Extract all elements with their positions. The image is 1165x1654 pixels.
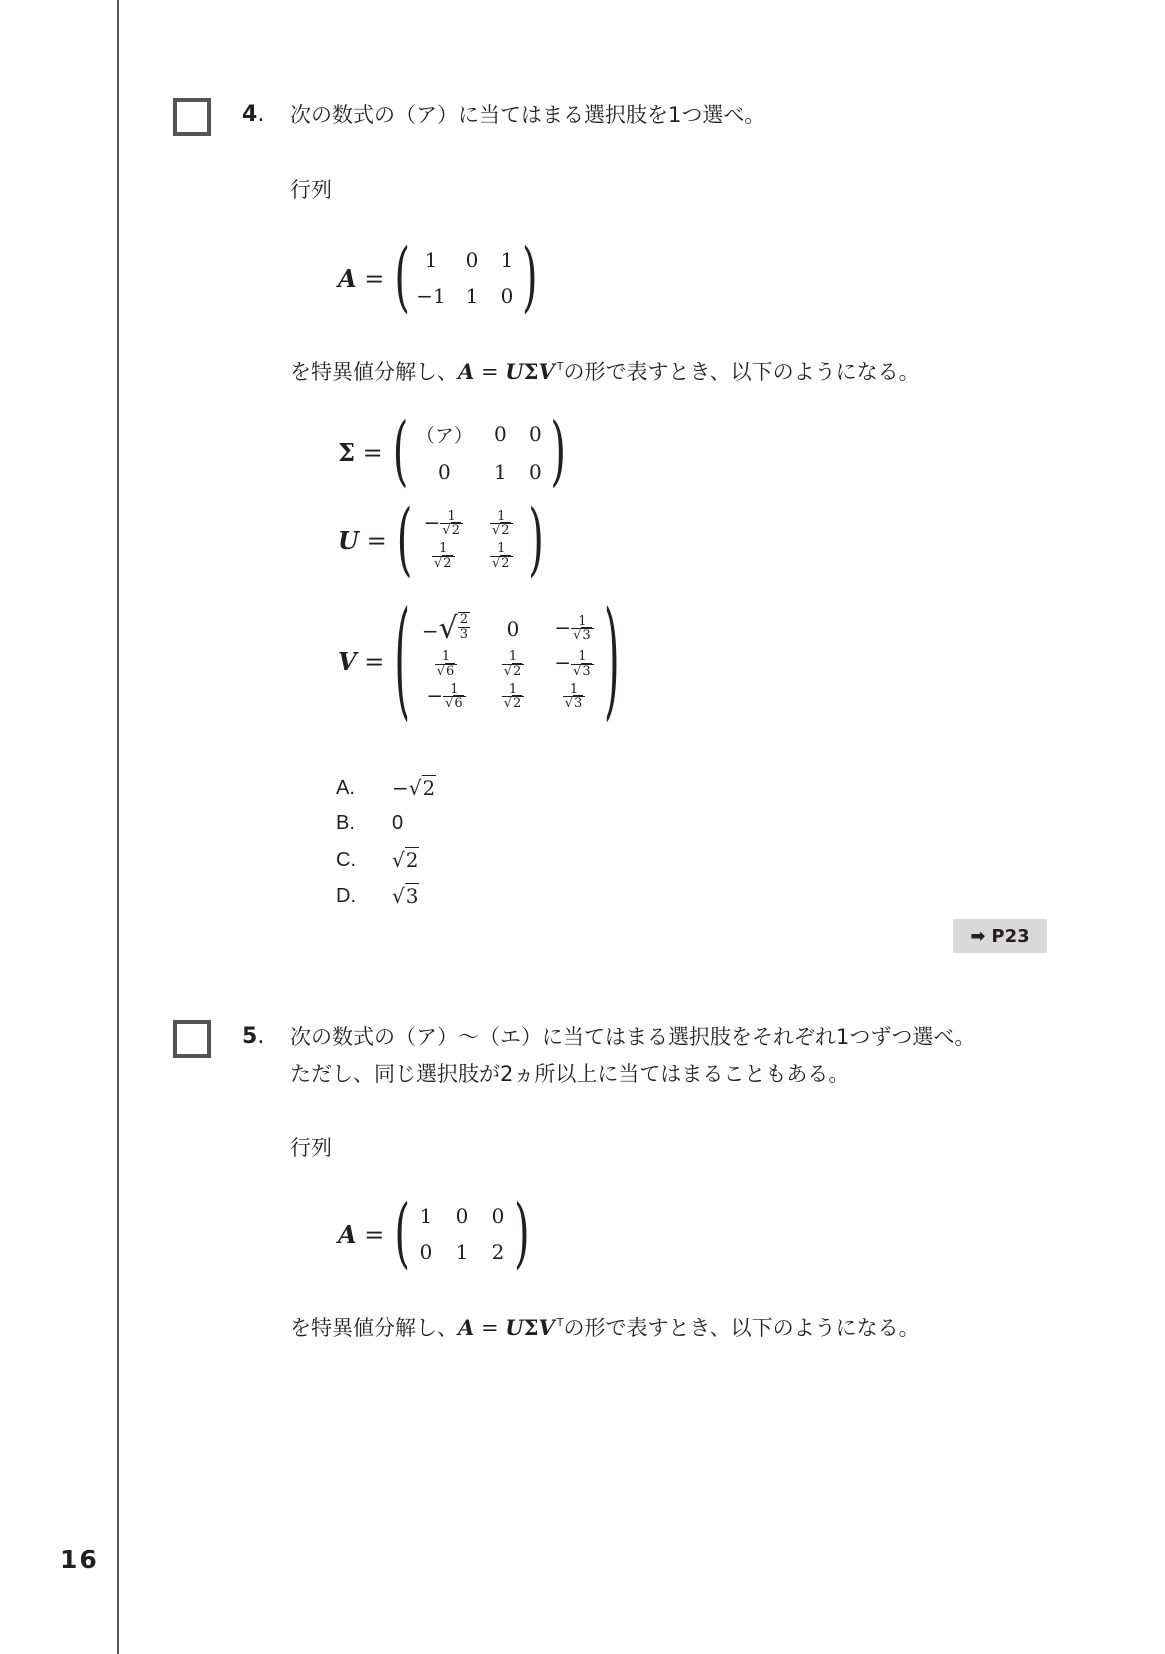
left-paren: ( [394, 1190, 410, 1278]
choice-d[interactable] [336, 884, 419, 908]
matrix-cell: − $\frac{1}{√2}$ [424, 510, 463, 538]
matrix-cell: $\frac{1}{√2}$ [502, 650, 525, 678]
matrix-cell: $\frac{1}{√6}$ [435, 650, 458, 678]
matrix-cell: 0 [491, 1204, 505, 1228]
q5-checkbox[interactable] [173, 1020, 211, 1058]
q5-matrix-A: A = ( 1 0 0 0 1 2 ) [338, 1190, 530, 1278]
matrix-cell: − $\frac{1}{√6}$ [426, 683, 465, 711]
q4-question-text: 次の数式の（ア）に当てはまる選択肢を1つ選べ。 [290, 103, 766, 127]
choice-c[interactable] [336, 848, 419, 872]
choice-label: C. [336, 848, 356, 871]
right-paren: ) [528, 494, 544, 586]
q4-matrix-sigma: Σ = ( （ア） 0 0 0 1 0 ) [338, 408, 566, 496]
matrix-cell: 1 [493, 459, 507, 484]
matrix-cell: − $\frac{1}{√3}$ [554, 615, 593, 643]
left-paren: ( [392, 408, 409, 496]
matrix-cell: $\frac{1}{√2}$ [490, 510, 513, 538]
matrix-cell: 2 [491, 1240, 505, 1264]
right-paren: ) [521, 234, 538, 322]
choice-b[interactable] [336, 812, 403, 835]
matrix-cell: 1 [500, 248, 514, 272]
q5-question-text-line1: 次の数式の（ア）～（エ）に当てはまる選択肢をそれぞれ1つずつ選べ。 [290, 1025, 976, 1049]
matrix-A-symbol: A [338, 1219, 357, 1249]
page-number: 16 [60, 1545, 99, 1574]
matrix-cell: 1 [424, 248, 438, 272]
matrix-cell: $\frac{1}{√2}$ [432, 542, 455, 570]
choice-value: 0 [392, 812, 404, 834]
matrix-cell: 0 [493, 422, 507, 446]
matrix-cell: 0 [506, 616, 520, 641]
q4-decomposition-text: を特異値分解し、A = UΣV $^T$の形で表すとき、以下のようになる。 [290, 359, 920, 384]
q5-question-text-line2: ただし、同じ選択肢が2ヵ所以上に当てはまることもある。 [290, 1062, 850, 1086]
matrix-cell: 0 [465, 248, 479, 272]
choice-value: √2 [392, 848, 419, 872]
q5-decomposition-text: を特異値分解し、A = UΣV $^T$の形で表すとき、以下のようになる。 [290, 1315, 920, 1340]
matrix-V-symbol: V [338, 646, 357, 676]
matrix-cell: 0 [455, 1204, 469, 1228]
right-paren: ) [550, 408, 566, 496]
page-margin-rule [117, 0, 119, 1654]
arrow-right-icon: ➡ [970, 925, 986, 947]
page-reference-link[interactable] [953, 919, 1047, 953]
matrix-cell: − $\frac{1}{√3}$ [554, 650, 593, 678]
left-paren: ( [394, 587, 410, 735]
matrix-cell: 0 [500, 284, 514, 308]
right-paren: ) [603, 587, 620, 735]
q4-matrix-label: 行列 [290, 178, 332, 202]
matrix-U-symbol: U [338, 525, 359, 555]
matrix-cell: 0 [528, 422, 542, 446]
matrix-cell: 1 [455, 1240, 469, 1264]
choice-a[interactable] [336, 776, 436, 800]
matrix-cell: 0 [528, 459, 542, 484]
matrix-cell: 0 [437, 459, 451, 484]
matrix-cell: −1 [416, 284, 446, 308]
blank-a-cell: （ア） [415, 424, 473, 447]
q4-matrix-U: U = ( − $\frac{1}{√2}$ $\frac{1}{√2}$ $\frac{1}{√2}$ $\frac{1}{√2}$ ) [338, 494, 544, 586]
left-paren: ( [394, 234, 410, 322]
reference-page: P23 [991, 925, 1030, 947]
q4-matrix-A: A = ( 1 0 1 −1 1 0 ) [338, 234, 538, 322]
matrix-cell: 1 [465, 284, 479, 308]
matrix-cell: 1 [419, 1204, 433, 1228]
matrix-A-symbol: A [338, 263, 357, 293]
choice-value: √3 [392, 884, 419, 908]
q4-checkbox[interactable] [173, 98, 211, 136]
matrix-cell: − √ $\frac{2}{3}$ [421, 611, 469, 647]
q4-number: 4. [242, 102, 265, 127]
choice-label: D. [336, 884, 356, 907]
matrix-cell: $\frac{1}{√2}$ [502, 683, 525, 711]
q4-matrix-V: V = ( − √ $\frac{2}{3}$ 0 − $\frac{1}{√3}$ $\frac{1}{√6}$ $\frac{1}{√2}$ − $\frac{1}{√3}$ − $\frac{1}{√6}$ $\frac{1}{√2}$ $\frac{1}{√3}$ ) [338, 587, 620, 735]
choice-value: −√2 [392, 776, 436, 800]
q5-number: 5. [242, 1024, 265, 1049]
matrix-cell: $\frac{1}{√2}$ [490, 542, 513, 570]
q5-matrix-label: 行列 [290, 1136, 332, 1160]
matrix-sigma-symbol: Σ [338, 437, 355, 467]
matrix-cell: 0 [419, 1240, 433, 1264]
choice-label: A. [336, 776, 355, 799]
matrix-cell: $\frac{1}{√3}$ [563, 683, 586, 711]
left-paren: ( [396, 494, 413, 586]
choice-label: B. [336, 812, 355, 834]
right-paren: ) [513, 1190, 530, 1278]
